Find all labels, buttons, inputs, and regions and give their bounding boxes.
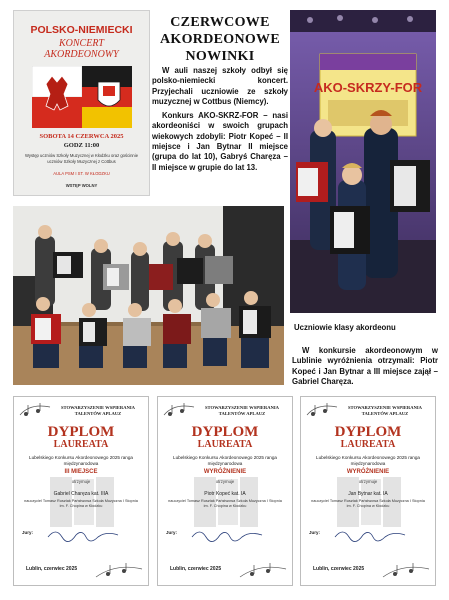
diploma-subtitle: LAUREATA (53, 439, 109, 450)
article-body (152, 66, 288, 177)
article-paragraph-2: Konkurs AKO-SKRZ-FOR – nasi akordeoniści w swoich grupach wiekowych zdobyli: Piotr Kopeć – II miejsce i Jan Bytnar II miejsce (grupa do lat 10), Gabryś Charęza – II miejsce w grupie do lat 13. (152, 111, 288, 172)
diploma-award: WYRÓŻNIENIE (346, 469, 390, 475)
diploma-1 (13, 396, 149, 586)
music-notes-icon (381, 561, 431, 581)
concert-poster (13, 10, 150, 196)
diploma-name: Gabriel Charęza kat. IIIA (53, 491, 109, 497)
music-notes-icon (18, 401, 52, 419)
diploma-obtained: otrzymuje (215, 479, 235, 484)
diploma-subtitle: LAUREATA (197, 439, 253, 450)
photo-caption: Uczniowie klasy akordeonu (294, 323, 396, 332)
diploma-org: STOWARZYSZENIE WSPIERANIA TALENTÓW APLAUZ (348, 405, 422, 416)
diploma-place: Lublin, czerwiec 2025 (170, 566, 222, 572)
contest-paragraph: W konkursie akordeonowym w Lublinie wyróżnienia otrzymali: Piotr Kopeć i Jan Bytnar a III miejsce zajął – Gabriel Charęza. (292, 346, 438, 386)
banner-text: AKO-SKRZY-FOR (313, 80, 423, 95)
diploma-name: Piotr Kopeć kat. IA (204, 491, 246, 497)
article-paragraph-1: W auli naszej szkoły odbył się polsko-niemiecki koncert. Przyjechali uczniowie ze szkoły muzycznej w Cottbus (Niemcy). (152, 66, 288, 106)
photo-accordion-class-group (13, 206, 284, 385)
diploma-teacher: nauczyciel Tomasz Rusztak Państwowa Szkoła Muzyczna I Stopnia im. F. Chopina w Kłodzku (168, 499, 282, 508)
poster-date: SOBOTA 14 CZERWCA 2025 (39, 133, 124, 140)
diploma-title: DYPLOM (191, 424, 259, 440)
diploma-name: Jan Bytnar kat. IA (348, 491, 388, 497)
group-photo-illustration (13, 206, 284, 385)
diploma-obtained: otrzymuje (71, 479, 91, 484)
music-notes-icon (94, 561, 144, 581)
poster-time: GODZ 11:00 (63, 142, 100, 149)
poster-description: Występ uczniów Szkoły Muzycznej w Kłodzku oraz gościnnie uczniów Szkoły Muzycznej z Cottbus (24, 153, 139, 164)
music-notes-icon (162, 401, 196, 419)
signature-icon (331, 525, 411, 543)
diploma-org: STOWARZYSZENIE WSPIERANIA TALENTÓW APLAUZ (205, 405, 279, 416)
page-title: CZERWCOWE AKORDEONOWE NOWINKI (160, 15, 280, 64)
diploma-title: DYPLOM (334, 424, 402, 440)
poster-line2: KONCERT (58, 38, 104, 49)
signature-icon (188, 525, 268, 543)
diploma-place: Lublin, czerwiec 2025 (313, 566, 365, 572)
diploma-award: WYRÓŻNIENIE (203, 469, 247, 475)
diploma-jury: Jury: (22, 530, 34, 535)
diploma-jury: Jury: (166, 530, 178, 535)
diploma-obtained: otrzymuje (358, 479, 378, 484)
diploma-contest: Lubelskiego Konkursu Akordeonowego 2025 ranga międzynarodowa (316, 455, 420, 466)
diploma-award: III MIEJSCE (64, 469, 98, 475)
flags-illustration (32, 66, 132, 128)
diploma-teacher: nauczyciel Tomasz Rusztak Państwowa Szkoła Muzyczna I Stopnia im. F. Chopina w Kłodzku (311, 499, 425, 508)
photo-children-accordions (290, 10, 436, 313)
diploma-3 (300, 396, 436, 586)
signature-icon (44, 525, 124, 543)
music-notes-icon (238, 561, 288, 581)
diploma-jury: Jury: (309, 530, 321, 535)
diploma-contest: Lubelskiego Konkursu Akordeonowego 2025 ranga międzynarodowa (29, 455, 133, 466)
diploma-title: DYPLOM (47, 424, 115, 440)
stage-photo-illustration (290, 10, 436, 313)
poster-title: POLSKO-NIEMIECKI (30, 24, 133, 36)
contest-results (292, 346, 438, 387)
music-notes-icon (305, 401, 339, 419)
poster-venue: AULA PSM I ST. W KŁODZKU (53, 171, 110, 176)
poster-entry: WSTĘP WOLNY (65, 183, 98, 188)
poster-line3: AKORDEONOWY (44, 49, 119, 60)
diploma-place: Lublin, czerwiec 2025 (26, 566, 78, 572)
diploma-subtitle: LAUREATA (340, 439, 396, 450)
diploma-teacher: nauczyciel Tomasz Rusztak Państwowa Szkoła Muzyczna I Stopnia im. F. Chopina w Kłodzku (24, 499, 138, 508)
diploma-2 (157, 396, 293, 586)
diploma-org: STOWARZYSZENIE WSPIERANIA TALENTÓW APLAUZ (61, 405, 135, 416)
diploma-contest: Lubelskiego Konkursu Akordeonowego 2025 ranga międzynarodowa (173, 455, 277, 466)
